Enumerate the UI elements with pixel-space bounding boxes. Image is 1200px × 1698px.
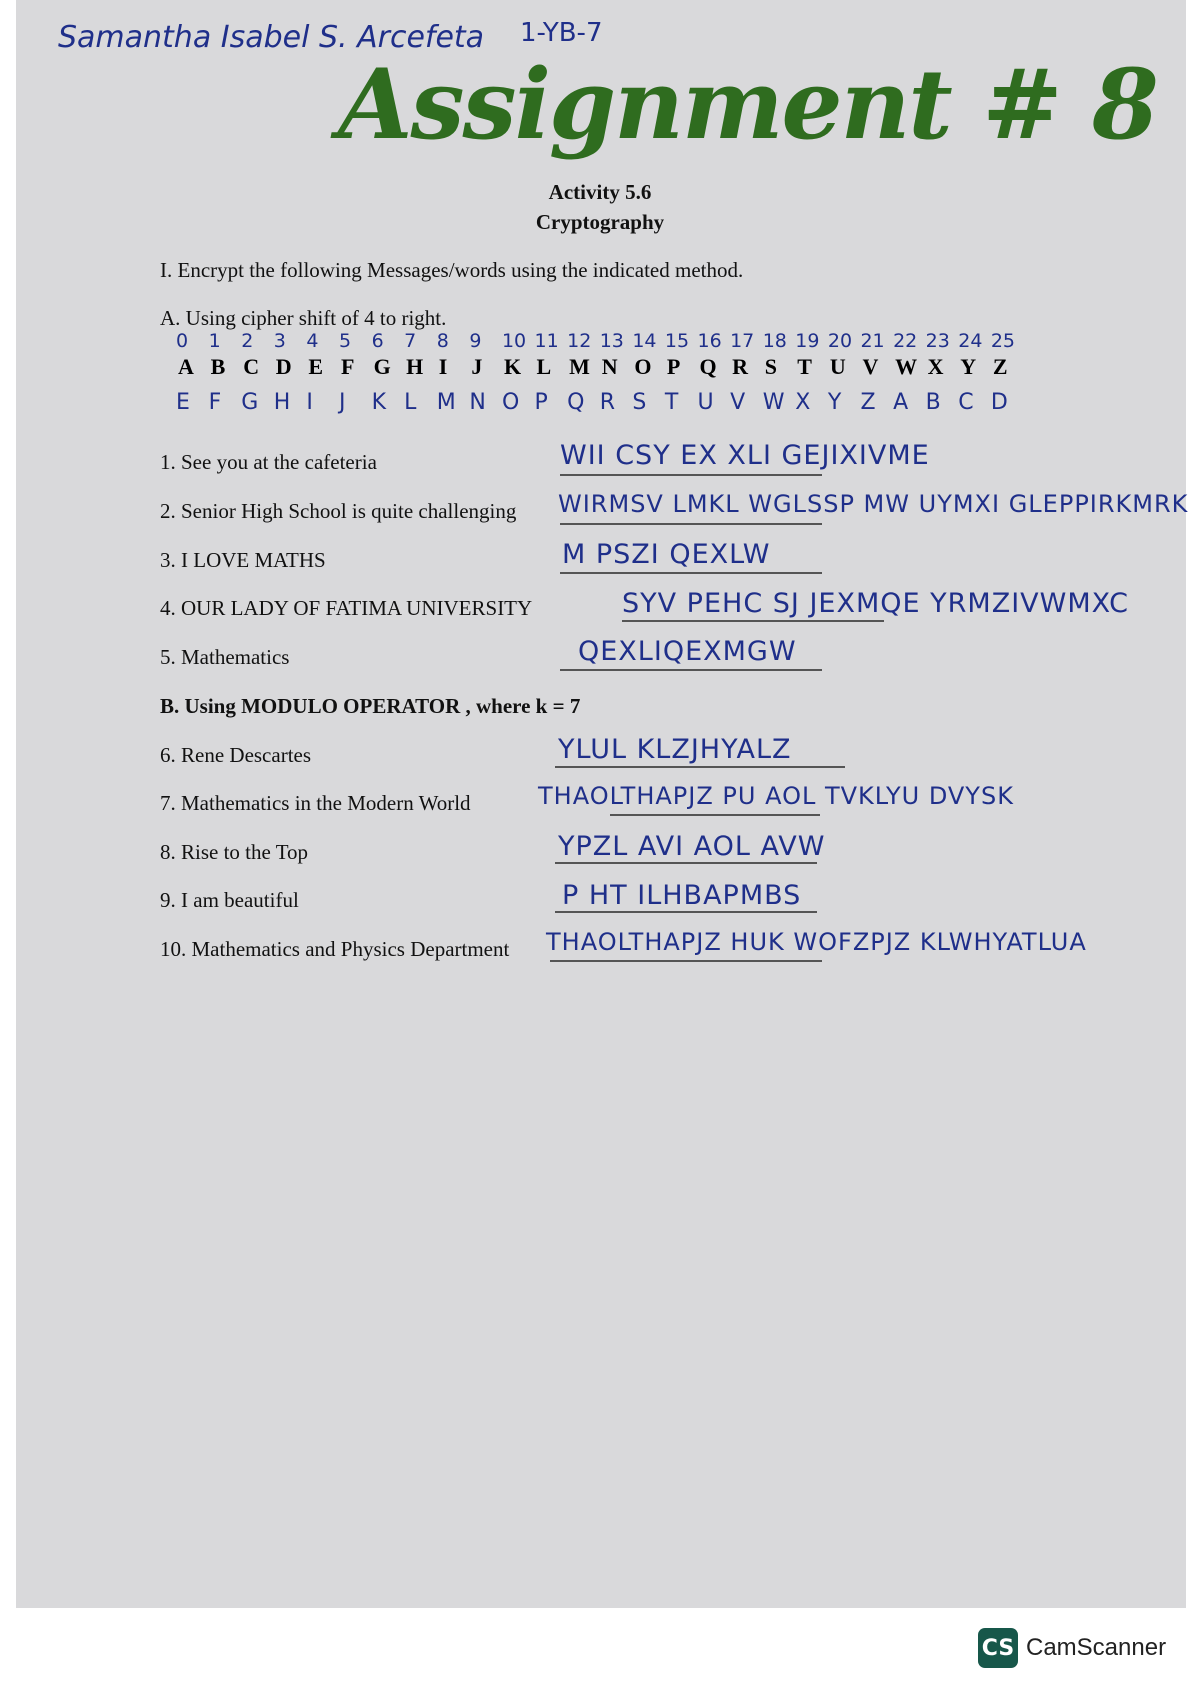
cipher-shifted-letter: F bbox=[208, 390, 222, 415]
cipher-shifted-letter: E bbox=[176, 390, 190, 415]
section-code: 1-YB-7 bbox=[520, 18, 603, 48]
item-answer: P HT ILHBAPMBS bbox=[562, 880, 802, 911]
cipher-number-row bbox=[176, 330, 1023, 352]
cipher-letter: P bbox=[666, 354, 681, 379]
cipher-letter: I bbox=[438, 354, 448, 379]
cipher-letter: Q bbox=[699, 354, 717, 379]
answer-line bbox=[550, 960, 822, 962]
cipher-number: 7 bbox=[404, 330, 417, 352]
cipher-alphabet-row bbox=[178, 354, 1025, 380]
cipher-number: 25 bbox=[990, 330, 1016, 352]
cipher-number: 6 bbox=[371, 330, 384, 352]
item-prompt: 4. OUR LADY OF FATIMA UNIVERSITY bbox=[160, 596, 533, 620]
cipher-shifted-letter: Z bbox=[860, 390, 876, 415]
answer-line bbox=[560, 669, 822, 671]
cipher-number: 20 bbox=[827, 330, 853, 352]
cipher-number: 11 bbox=[534, 330, 559, 352]
item-prompt: 8. Rise to the Top bbox=[160, 840, 309, 864]
cipher-shifted-letter: H bbox=[273, 390, 291, 415]
cipher-letter: A bbox=[178, 354, 194, 379]
cipher-number: 17 bbox=[730, 330, 755, 352]
cipher-shifted-letter: Y bbox=[827, 390, 842, 415]
cipher-number: 24 bbox=[958, 330, 983, 352]
cipher-letter: N bbox=[601, 354, 618, 379]
item-prompt: 9. I am beautiful bbox=[160, 888, 299, 912]
cipher-shifted-letter: L bbox=[404, 390, 417, 415]
student-name: Samantha Isabel S. Arcefeta bbox=[58, 20, 485, 55]
answer-line bbox=[560, 474, 822, 476]
item-answer: YLUL KLZJHYALZ bbox=[558, 734, 792, 765]
item-prompt: 10. Mathematics and Physics Department bbox=[160, 937, 510, 961]
cipher-shifted-letter: X bbox=[795, 390, 811, 415]
cipher-shifted-row bbox=[176, 390, 1023, 415]
cipher-letter: G bbox=[373, 354, 391, 379]
cipher-shifted-letter: N bbox=[469, 390, 486, 415]
cipher-shifted-letter: S bbox=[632, 390, 647, 415]
activity-number: Activity 5.6 bbox=[548, 180, 652, 204]
cipher-number: 3 bbox=[273, 330, 286, 352]
cipher-shifted-letter: W bbox=[762, 390, 785, 415]
cipher-shifted-letter: I bbox=[306, 390, 313, 415]
cipher-shifted-letter: C bbox=[958, 390, 974, 415]
cipher-letter: H bbox=[406, 354, 424, 379]
answer-line bbox=[622, 620, 884, 622]
cipher-number: 14 bbox=[632, 330, 657, 352]
item-prompt: 1. See you at the cafeteria bbox=[160, 450, 377, 474]
cipher-shifted-letter: R bbox=[599, 390, 616, 415]
cipher-letter: E bbox=[308, 354, 324, 379]
cipher-number: 15 bbox=[664, 330, 690, 352]
item-answer: M PSZI QEXLW bbox=[562, 539, 771, 570]
cipher-shifted-letter: G bbox=[241, 390, 259, 415]
cipher-letter: S bbox=[764, 354, 777, 379]
item-answer: QEXLIQEXMGW bbox=[578, 636, 797, 667]
cipher-shifted-letter: J bbox=[338, 390, 346, 415]
cipher-number: 4 bbox=[306, 330, 319, 352]
cipher-letter: R bbox=[732, 354, 748, 379]
cipher-letter: B bbox=[210, 354, 226, 379]
cipher-shifted-letter: P bbox=[534, 390, 548, 415]
cipher-letter: L bbox=[536, 354, 552, 379]
answer-line bbox=[610, 814, 820, 816]
cipher-number: 23 bbox=[925, 330, 950, 352]
answer-line bbox=[560, 523, 822, 525]
cipher-shifted-letter: V bbox=[730, 390, 746, 415]
cipher-number: 5 bbox=[338, 330, 352, 352]
cipher-letter: C bbox=[243, 354, 260, 379]
cipher-letter: X bbox=[927, 354, 944, 379]
item-answer: SYV PEHC SJ JEXMQE YRMZIVWMXC bbox=[622, 588, 1130, 619]
item-prompt: 5. Mathematics bbox=[160, 645, 290, 669]
part-b-label: B. Using MODULO OPERATOR , where k = 7 bbox=[160, 694, 581, 718]
cipher-letter: W bbox=[895, 354, 918, 379]
cipher-letter: Z bbox=[992, 354, 1008, 379]
cipher-letter: V bbox=[862, 354, 879, 379]
item-answer: WIRMSV LMKL WGLSSP MW UYMXI GLEPPIRKMRK bbox=[558, 490, 1189, 518]
cipher-letter: K bbox=[503, 354, 522, 379]
answer-line bbox=[555, 911, 817, 913]
cipher-letter: D bbox=[275, 354, 292, 379]
activity-topic: Cryptography bbox=[535, 210, 665, 234]
cipher-number: 13 bbox=[599, 330, 624, 352]
instruction: I. Encrypt the following Messages/words using the indicated method. bbox=[160, 258, 744, 282]
cipher-letter: M bbox=[569, 354, 590, 379]
answer-line bbox=[555, 862, 817, 864]
cipher-letter: J bbox=[471, 354, 483, 379]
cipher-number: 8 bbox=[436, 330, 449, 352]
item-answer: THAOLTHAPJZ PU AOL TVKLYU DVYSK bbox=[538, 782, 1014, 810]
answer-line bbox=[560, 572, 822, 574]
cipher-number: 22 bbox=[893, 330, 918, 352]
cipher-shifted-letter: U bbox=[697, 390, 714, 415]
camscanner-logo-icon: CS bbox=[978, 1628, 1018, 1668]
cipher-shifted-letter: K bbox=[371, 390, 386, 415]
part-a-label: A. Using cipher shift of 4 to right. bbox=[160, 306, 447, 330]
item-answer: THAOLTHAPJZ HUK WOFZPJZ KLWHYATLUA bbox=[546, 928, 1087, 956]
cipher-letter: U bbox=[829, 354, 846, 379]
camscanner-name: CamScanner bbox=[1026, 1634, 1167, 1661]
cipher-number: 19 bbox=[795, 330, 820, 352]
cipher-number: 10 bbox=[501, 330, 527, 352]
cipher-number: 12 bbox=[567, 330, 592, 352]
cipher-number: 18 bbox=[762, 330, 787, 352]
item-answer: WII CSY EX XLI GEJIXIVME bbox=[560, 440, 930, 471]
assignment-title: Assignment # 8 bbox=[338, 48, 1157, 161]
cipher-number: 16 bbox=[697, 330, 722, 352]
camscanner-watermark bbox=[978, 1628, 1166, 1668]
cipher-shifted-letter: A bbox=[893, 390, 909, 415]
item-prompt: 2. Senior High School is quite challenging bbox=[160, 499, 517, 523]
cipher-letter: O bbox=[634, 354, 652, 379]
cipher-shifted-letter: T bbox=[664, 390, 679, 415]
cipher-shifted-letter: O bbox=[501, 390, 520, 415]
item-answer: YPZL AVI AOL AVW bbox=[558, 831, 826, 862]
cipher-number: 0 bbox=[176, 330, 189, 352]
cipher-letter: F bbox=[340, 354, 355, 379]
cipher-number: 1 bbox=[208, 330, 221, 352]
cipher-number: 21 bbox=[860, 330, 885, 352]
cipher-letter: Y bbox=[960, 354, 977, 379]
cipher-shifted-letter: Q bbox=[567, 390, 585, 415]
answer-line bbox=[555, 766, 845, 768]
item-prompt: 3. I LOVE MATHS bbox=[160, 548, 326, 572]
cipher-shifted-letter: M bbox=[436, 390, 456, 415]
item-prompt: 7. Mathematics in the Modern World bbox=[160, 791, 471, 815]
cipher-shifted-letter: B bbox=[925, 390, 941, 415]
cipher-number: 9 bbox=[469, 330, 482, 352]
cipher-letter: T bbox=[797, 354, 812, 379]
cipher-number: 2 bbox=[241, 330, 254, 352]
cipher-shifted-letter: D bbox=[990, 390, 1008, 415]
item-prompt: 6. Rene Descartes bbox=[160, 743, 312, 767]
